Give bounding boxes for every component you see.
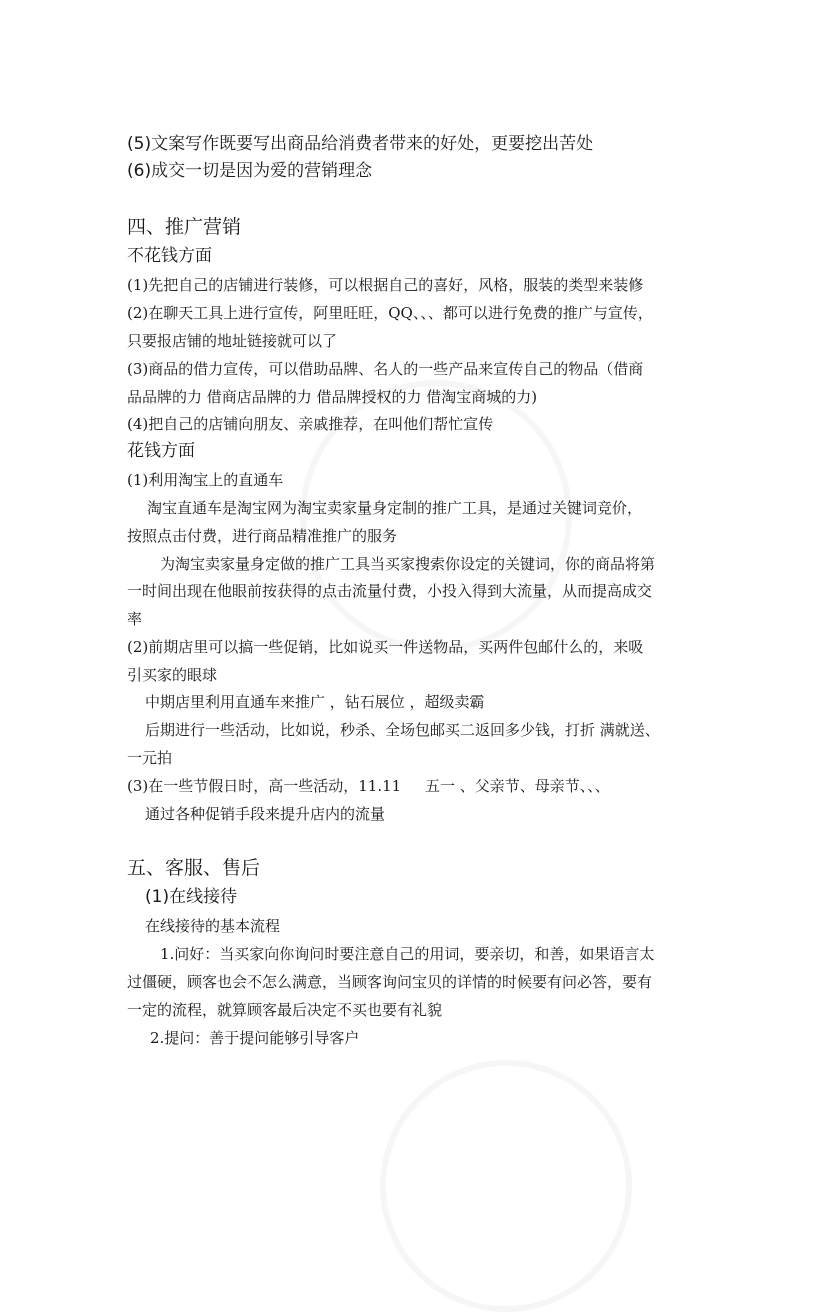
text-line: 过僵硬，顾客也会不怎么满意，当顾客询问宝贝的详情的时候要有问必答，要有 (127, 973, 653, 991)
text-line: 1.问好：当买家向你询问时要注意自己的用词，要亲切，和善，如果语言太 (160, 945, 655, 963)
subsection-heading: 花钱方面 (127, 441, 195, 461)
text-line: 一定的流程，就算顾客最后决定不买也要有礼貌 (127, 1001, 443, 1019)
text-line: 淘宝直通车是淘宝网为淘宝卖家量身定制的推广工具，是通过关键词竞价， (147, 499, 643, 517)
text-line: 后期进行一些活动，比如说，秒杀、全场包邮买二返回多少钱，打折 满就送、 (145, 721, 660, 739)
section-heading: 四、推广营销 (127, 216, 242, 238)
text-line: 在线接待的基本流程 (145, 917, 281, 935)
section-heading: 五、客服、售后 (127, 857, 261, 879)
text-line: (2)前期店里可以搞一些促销，比如说买一件送物品，买两件包邮什么的，来吸 (127, 638, 644, 656)
text-line: 为淘宝卖家量身定做的推广工具当买家搜索你设定的关键词，你的商品将第 (160, 555, 656, 573)
subsection-heading: 不花钱方面 (127, 246, 212, 266)
text-line: 只要报店铺的地址链接就可以了 (127, 332, 338, 350)
text-line: 中期店里利用直通车来推广 ，钻石展位 ，超级卖霸 (145, 693, 485, 711)
text-line: (6)成交一切是因为爱的营销理念 (127, 161, 373, 181)
text-line: (5)文案写作既要写出商品给消费者带来的好处，更要挖出苦处 (127, 134, 594, 154)
text-line: 引买家的眼球 (127, 666, 218, 684)
text-line: 品品牌的力 借商店品牌的力 借品牌授权的力 借淘宝商城的力) (127, 388, 538, 406)
text-line: (3)商品的借力宣传，可以借助品牌、名人的一些产品来宣传自己的物品（借商 (127, 360, 644, 378)
text-line: (3)在一些节假日时，高一些活动，11.11 五一 、父亲节、母亲节、、、 (127, 777, 610, 795)
text-line: 一时间出现在他眼前按获得的点击流量付费，小投入得到大流量，从而提高成交 (127, 582, 653, 600)
subsection-heading: (1)在线接待 (145, 887, 238, 907)
text-line: 率 (127, 610, 143, 628)
text-line: (4)把自己的店铺向朋友、亲戚推荐，在叫他们帮忙宣传 (127, 415, 494, 433)
watermark-icon (380, 1060, 632, 1312)
text-line: (1)先把自己的店铺进行装修，可以根据自己的喜好，风格，服装的类型来装修 (127, 276, 644, 294)
text-line: 按照点击付费，进行商品精准推广的服务 (127, 527, 398, 545)
text-line: (2)在聊天工具上进行宣传，阿里旺旺，QQ、、、都可以进行免费的推广与宣传， (127, 304, 653, 322)
text-line: 2.提问：善于提问能够引导客户 (150, 1029, 360, 1047)
text-line: (1)利用淘宝上的直通车 (127, 471, 284, 489)
text-line: 一元拍 (127, 749, 173, 767)
text-line: 通过各种促销手段来提升店内的流量 (145, 805, 386, 823)
